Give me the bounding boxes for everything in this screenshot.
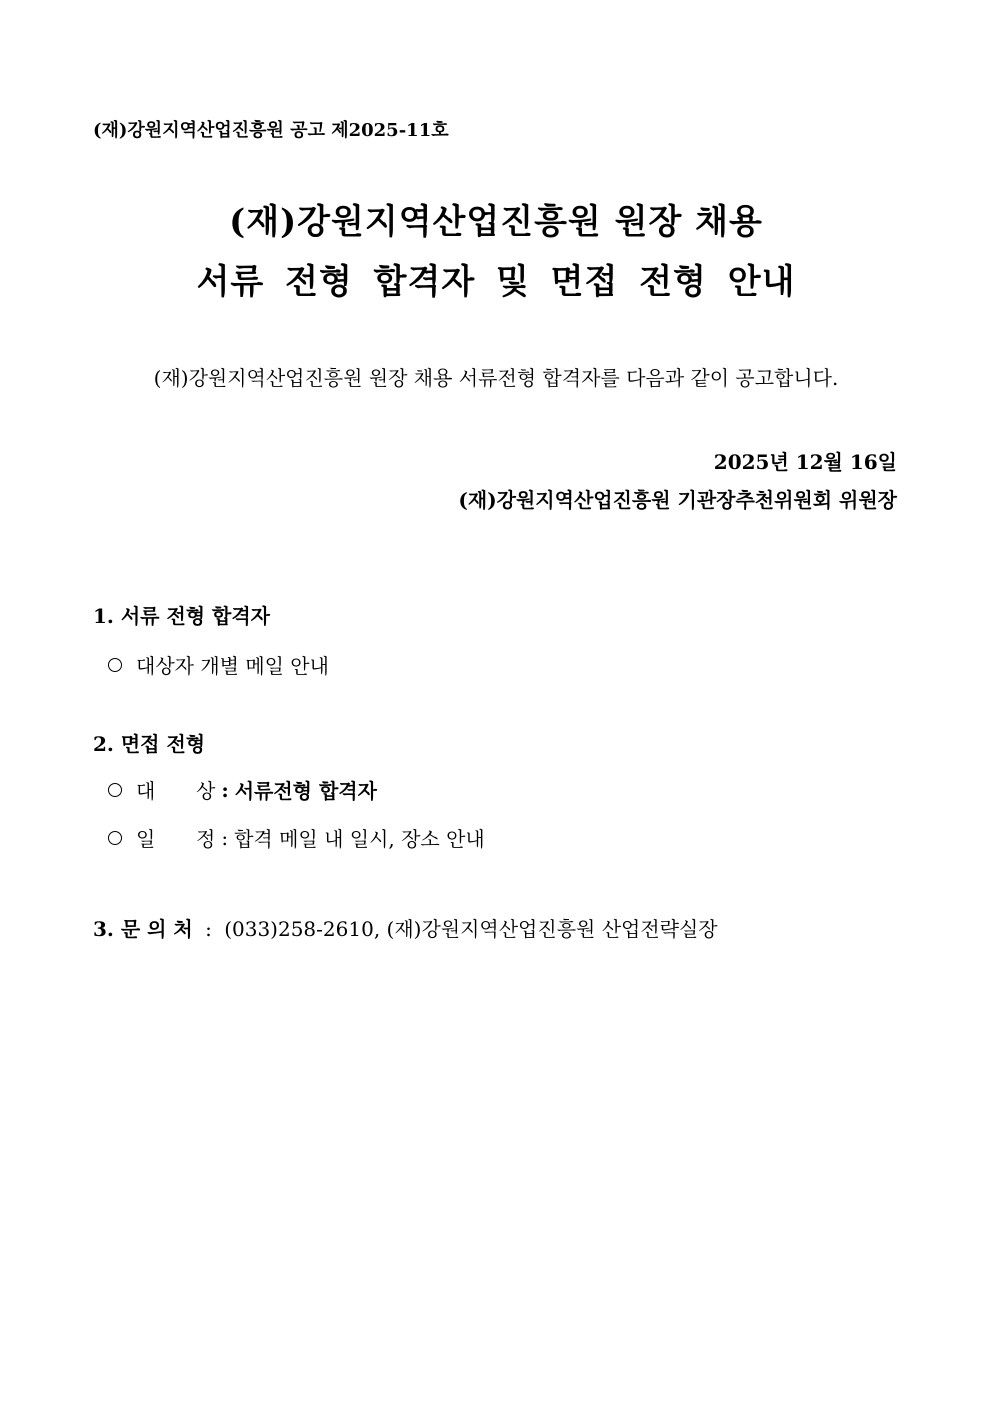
schedule-label-second: 정 [196, 827, 216, 851]
page-title-line1: (재)강원지역산업진흥원 원장 채용 [229, 202, 763, 242]
contact-colon: : [205, 917, 212, 941]
schedule-value: 합격 메일 내 일시, 장소 안내 [234, 827, 485, 851]
section1-item [108, 650, 329, 679]
target-label-second: 상 [196, 779, 216, 803]
target-label-first: 대 [136, 779, 156, 803]
page-title-line2: 서류 전형 합격자 및 면접 전형 안내 [196, 262, 796, 302]
circle-bullet-icon [108, 658, 122, 672]
section2-heading: 2. 면접 전형 [93, 732, 206, 756]
target-value: 서류전형 합격자 [234, 779, 377, 803]
schedule-label-first: 일 [136, 827, 156, 851]
schedule-colon: : [221, 825, 229, 850]
issuer-name: (재)강원지역산업진흥원 기관장추천위원회 위원장 [458, 488, 897, 512]
section2-target-row [108, 775, 377, 804]
circle-bullet-icon [108, 831, 122, 845]
target-colon: : [221, 777, 229, 802]
section1-heading: 1. 서류 전형 합격자 [93, 604, 271, 628]
announcement-date: 2025년 12월 16일 [713, 450, 897, 474]
circle-bullet-icon [108, 783, 122, 797]
section2-schedule-row [108, 823, 485, 852]
section3-heading: 3. 문 의 처 [93, 917, 193, 941]
section1-item-text: 대상자 개별 메일 안내 [136, 654, 329, 678]
intro-text: (재)강원지역산업진흥원 원장 채용 서류전형 합격자를 다음과 같이 공고합니다. [153, 366, 839, 390]
section3-contact [93, 913, 718, 942]
contact-value: (033)258-2610, (재)강원지역산업진흥원 산업전략실장 [224, 917, 718, 941]
notice-number: (재)강원지역산업진흥원 공고 제2025-11호 [93, 120, 449, 141]
